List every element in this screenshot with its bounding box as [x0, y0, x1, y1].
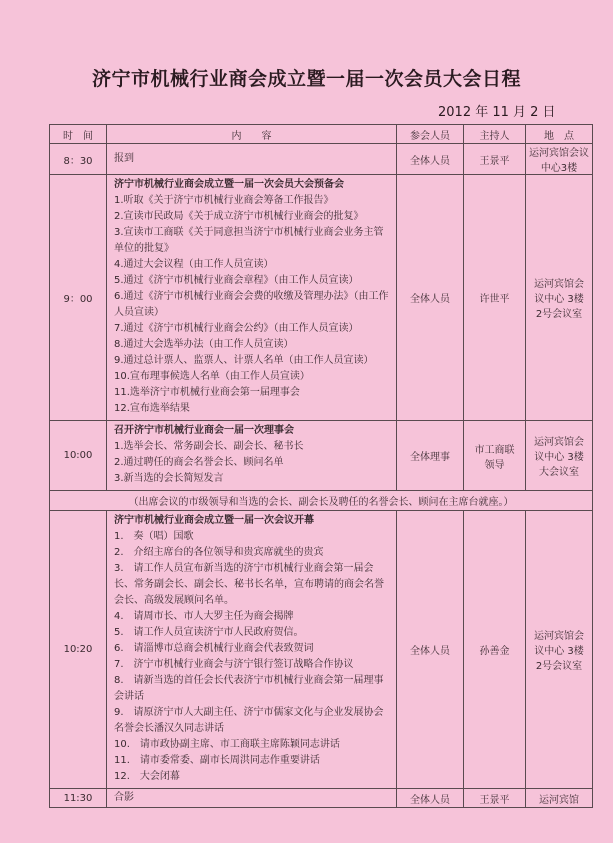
- content-cell: [107, 175, 397, 421]
- content-cell: [107, 789, 397, 808]
- content-line: 8.通过大会选举办法（由工作人员宣读）: [114, 339, 294, 350]
- host-cell: 孙善金: [464, 511, 526, 789]
- table-row: [50, 511, 593, 789]
- participants-cell: 全体理事: [397, 421, 464, 491]
- time-cell: 10:20: [50, 511, 107, 789]
- content-line: 2.宣读市民政局《关于成立济宁市机械行业商会的批复》: [114, 211, 364, 222]
- header-content: 内 容: [107, 125, 397, 144]
- content-line: 4.通过大会议程（由工作人员宣读）: [114, 259, 274, 270]
- time-cell: 11:30: [50, 789, 107, 808]
- content-line: 合影: [114, 792, 134, 803]
- content-line: 4. 请周市长、市人大罗主任为商会揭牌: [114, 611, 294, 622]
- participants-cell: 全体人员: [397, 175, 464, 421]
- location-cell: 运河宾馆会议中心3楼: [526, 144, 593, 175]
- header-time: 时 间: [50, 125, 107, 144]
- document-title: 济宁市机械行业商会成立暨一届一次会员大会日程: [91, 68, 521, 90]
- content-line: 3.新当选的会长简短发言: [114, 473, 224, 484]
- content-line: 10.宣布理事候选人名单（由工作人员宣读）: [114, 371, 310, 382]
- table-row: [50, 421, 593, 491]
- location-cell: 运河宾馆: [526, 789, 593, 808]
- content-line: 6. 请淄博市总商会机械行业商会代表致贺词: [114, 643, 314, 654]
- content-line: 5.通过《济宁市机械行业商会章程》（由工作人员宣读）: [114, 275, 359, 286]
- content-line: 1.选举会长、常务副会长、副会长、秘书长: [114, 441, 304, 452]
- host-cell: 王景平: [464, 144, 526, 175]
- content-line: 11. 请市委常委、副市长周洪同志作重要讲话: [114, 755, 320, 766]
- content-cell: [107, 511, 397, 789]
- time-cell: 10:00: [50, 421, 107, 491]
- content-line: 9.通过总计票人、监票人、计票人名单（由工作人员宣读）: [114, 355, 374, 366]
- participants-cell: 全体人员: [397, 511, 464, 789]
- schedule-table: [49, 124, 593, 808]
- host-cell: 市工商联 领导: [464, 421, 526, 491]
- table-row: [50, 144, 593, 175]
- header-host: 主持人: [464, 125, 526, 144]
- content-line: 12.宣布选举结果: [114, 403, 190, 414]
- host-cell: 王景平: [464, 789, 526, 808]
- content-line: 11.选举济宁市机械行业商会第一届理事会: [114, 387, 300, 398]
- content-line: 3. 请工作人员宣布新当选的济宁市机械行业商会第一届会长、常务副会长、副会长、秘书长名单，宣布聘请的商会名誉会长、高级发展顾问名单。: [114, 563, 384, 606]
- location-cell: 运河宾馆会议中心 3楼2号会议室: [526, 175, 593, 421]
- note-row: [50, 491, 593, 511]
- time-cell: 9：00: [50, 175, 107, 421]
- content-line: 8. 请新当选的首任会长代表济宁市机械行业商会第一届理事会讲话: [114, 675, 384, 702]
- participants-cell: 全体人员: [397, 789, 464, 808]
- content-cell: [107, 144, 397, 175]
- content-line: 6.通过《济宁市机械行业商会会费的收缴及管理办法》（由工作人员宣读）: [114, 291, 389, 318]
- content-line: 9. 请原济宁市人大副主任、济宁市儒家文化与企业发展协会名誉会长潘汉久同志讲话: [114, 707, 384, 734]
- content-heading: 济宁市机械行业商会成立暨一届一次会议开幕: [114, 515, 314, 526]
- content-line: 10. 请市政协副主席、市工商联主席陈颖同志讲话: [114, 739, 340, 750]
- header-participants: 参会人员: [397, 125, 464, 144]
- content-line: 7. 济宁市机械行业商会与济宁银行签订战略合作协议: [114, 659, 354, 670]
- host-cell: 许世平: [464, 175, 526, 421]
- content-line: 7.通过《济宁市机械行业商会公约》（由工作人员宣读）: [114, 323, 359, 334]
- document-date: 2012 年 11 月 2 日: [438, 105, 556, 120]
- content-line: 报到: [114, 153, 134, 164]
- location-cell: 运河宾馆会议中心 3楼大会议室: [526, 421, 593, 491]
- header-row: [50, 125, 593, 144]
- table-row: [50, 789, 593, 808]
- header-location: 地 点: [526, 125, 593, 144]
- content-line: 2. 介绍主席台的各位领导和贵宾席就坐的贵宾: [114, 547, 324, 558]
- content-line: 2.通过聘任的商会名誉会长、顾问名单: [114, 457, 284, 468]
- content-line: 1. 奏（唱）国歌: [114, 531, 194, 542]
- content-cell: [107, 421, 397, 491]
- content-heading: 济宁市机械行业商会成立暨一届一次会员大会预备会: [114, 179, 344, 190]
- participants-cell: 全体人员: [397, 144, 464, 175]
- content-heading: 召开济宁市机械行业商会一届一次理事会: [114, 425, 294, 436]
- content-line: 5. 请工作人员宣读济宁市人民政府贺信。: [114, 627, 304, 638]
- seating-note: （出席会议的市级领导和当选的会长、副会长及聘任的名誉会长、顾问在主席台就座。）: [50, 491, 593, 511]
- table-row: [50, 175, 593, 421]
- content-line: 1.听取《关于济宁市机械行业商会筹备工作报告》: [114, 195, 334, 206]
- content-line: 12. 大会闭幕: [114, 771, 180, 782]
- content-line: 3.宣读市工商联《关于同意担当济宁市机械行业商会业务主管单位的批复》: [114, 227, 384, 254]
- time-cell: 8：30: [50, 144, 107, 175]
- location-cell: 运河宾馆会议中心 3楼2号会议室: [526, 511, 593, 789]
